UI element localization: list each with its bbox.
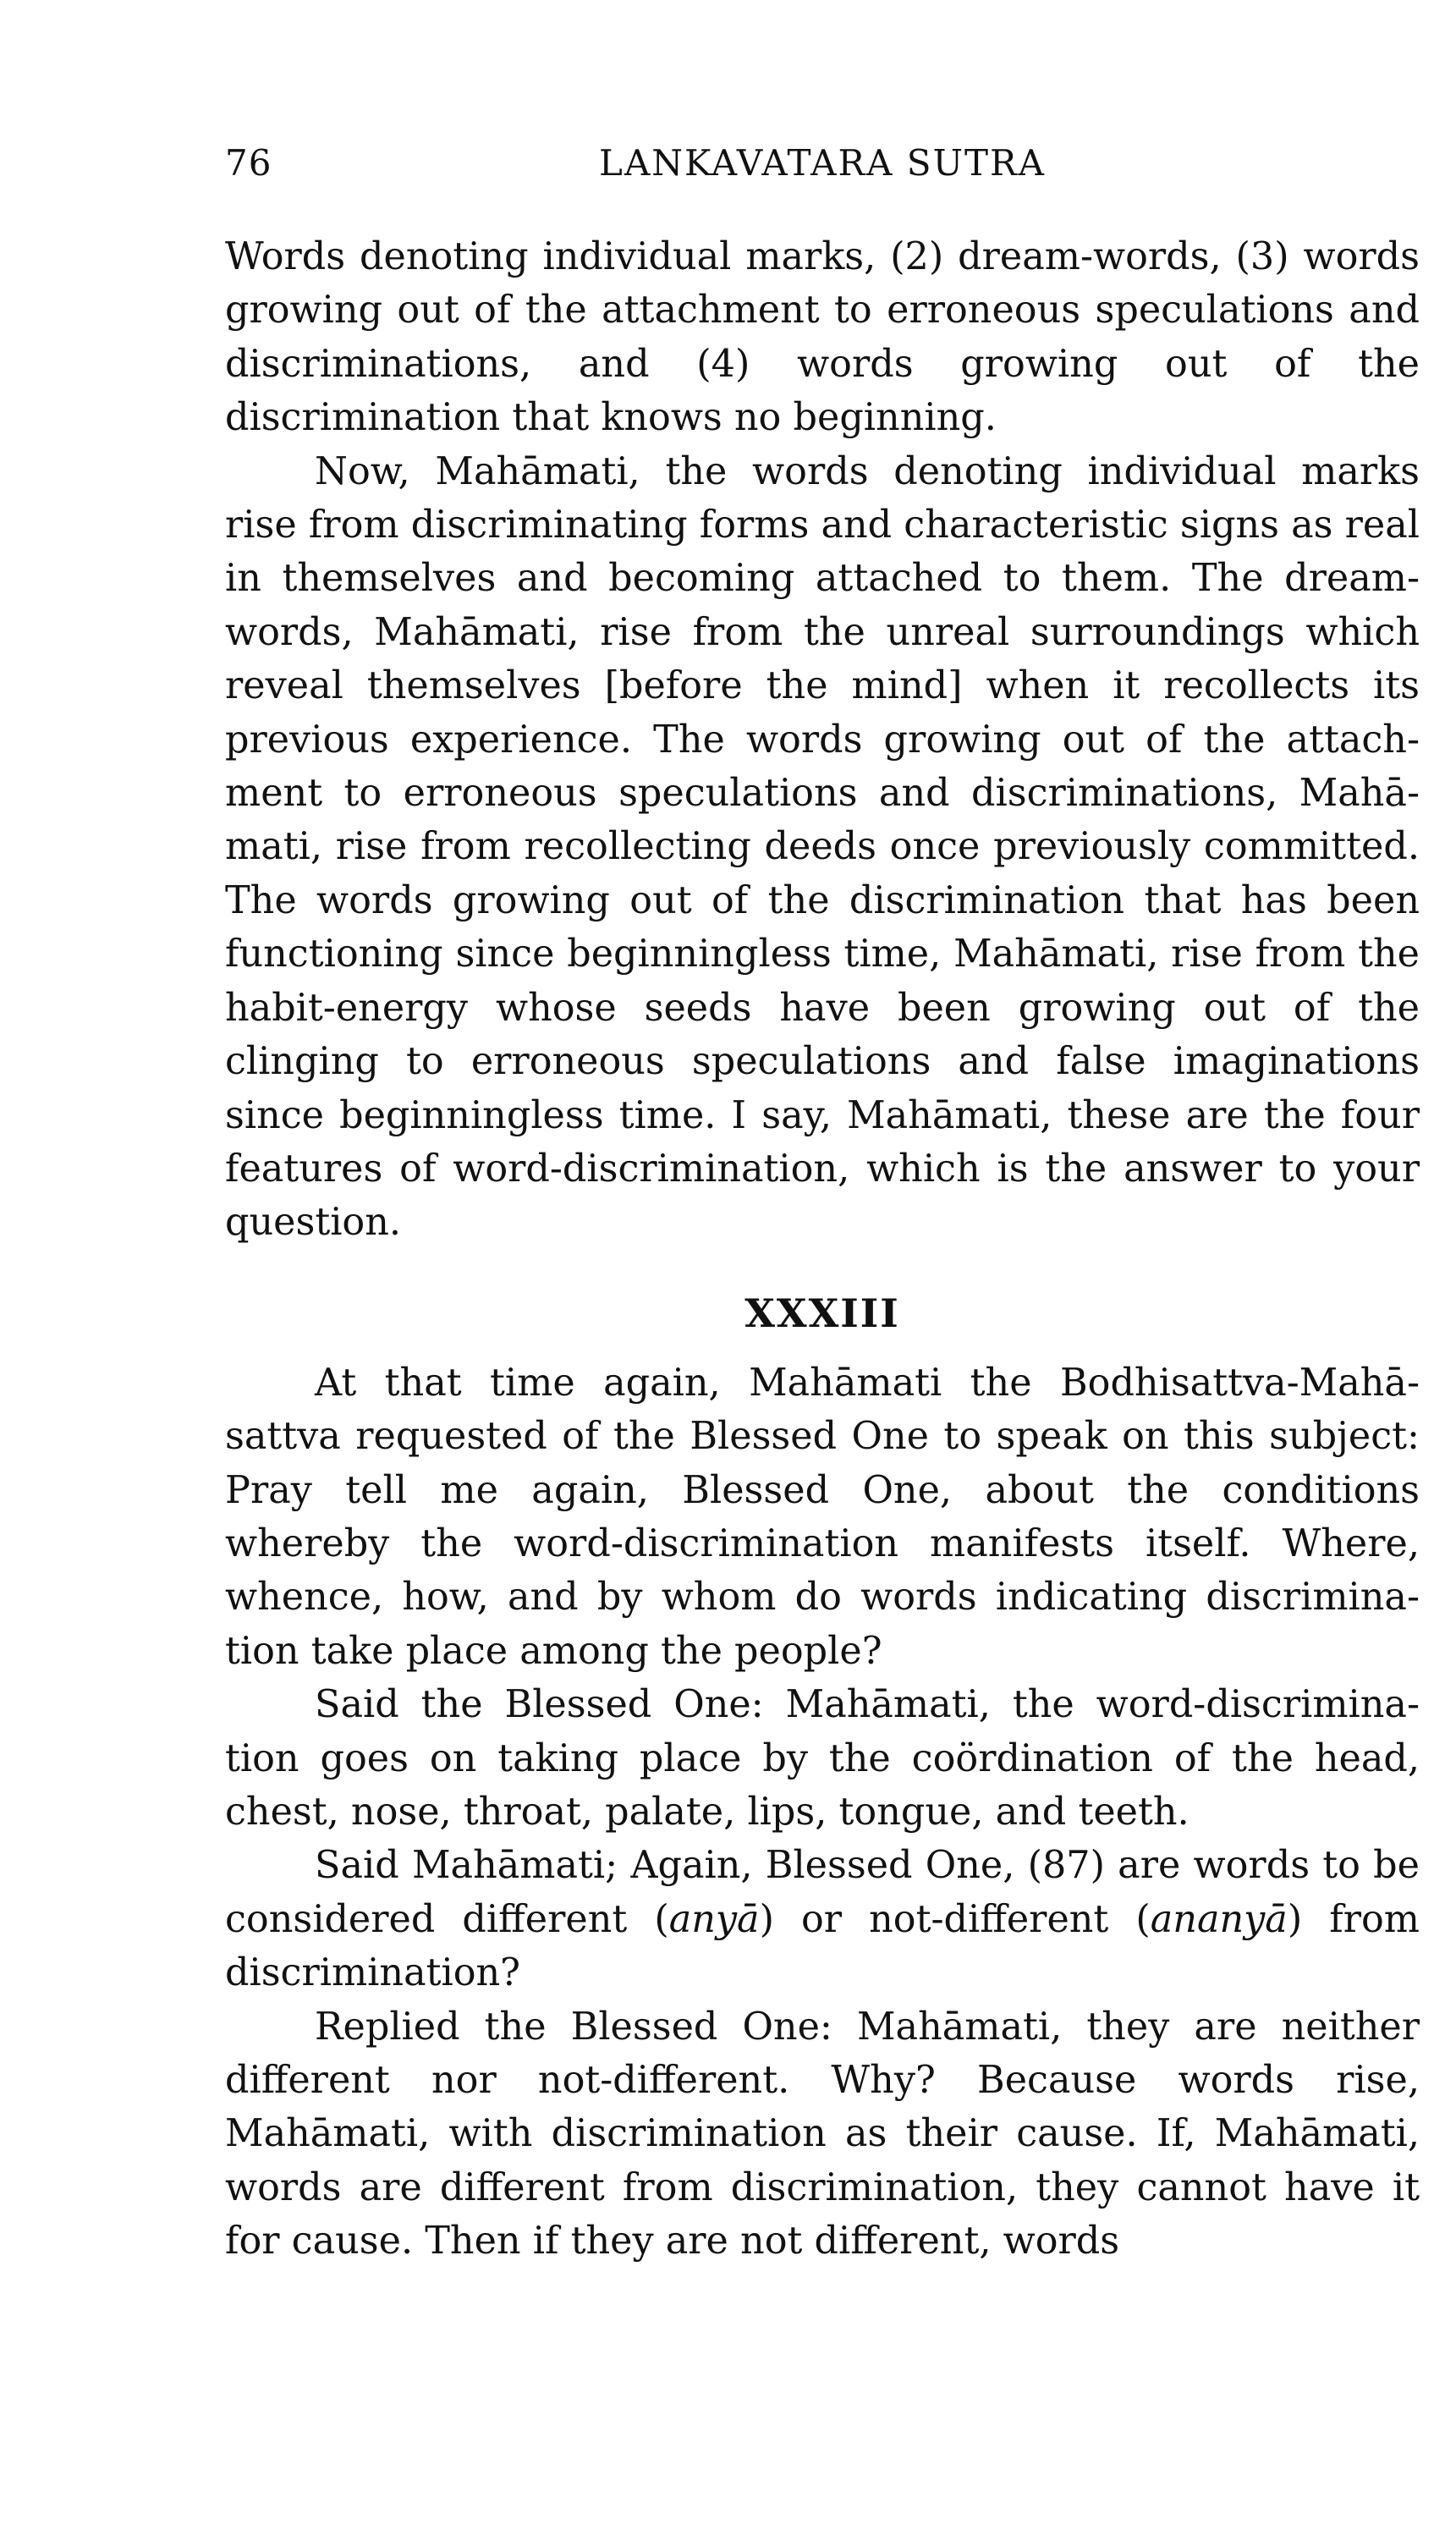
paragraph-word-kinds: Words denoting individual marks, (2) dream-words, (3) words growing out of the attachment to erroneous speculations and discriminations, and (4) words growing out of the discrimination that knows no beginning.	[225, 235, 1420, 440]
running-title: LANKAVATARA SUTRA	[599, 142, 1046, 184]
page-header	[225, 142, 1420, 190]
paragraph-blessed-one-answer: Said the Blessed One: Mahāmati, the word-discrimination goes on taking place by the coördination of the head, chest, nose, throat, palate, lips, tongue, and teeth.	[225, 1683, 1420, 1834]
paragraph-mahamati-request: At that time again, Mahāmati the Bodhisattva-Mahāsattva requested of the Blessed One to speak on this subject: Pray tell me again, Blessed One, about the conditions whereby the word-discrimination manifests itself. Where, whence, how, and by whom do words indicating discrimination take place among the people?	[225, 1361, 1420, 1673]
section-heading: XXXIII	[744, 1290, 900, 1336]
page-number: 76	[225, 142, 272, 184]
body-text	[225, 230, 1420, 2269]
question-text-end: ) from discrimination?	[225, 1897, 1420, 1995]
question-text-start: Said Mahāmati; Again, Blessed One, (87) are words to be considered different (	[225, 1844, 1420, 1941]
term-anya: anyā	[668, 1897, 760, 1941]
question-text-middle: ) or not-different (	[759, 1897, 1151, 1941]
paragraph-mahamati-question	[225, 1839, 1420, 2000]
paragraph-blessed-one-reply: Replied the Blessed One: Mahāmati, they are neither different nor not-different. Why? Because words rise, Mahāmati, with discrimination as their cause. If, Mahāmati, words are different from discrimination, they cannot have it for cause. Then if they are not different, words	[225, 2005, 1420, 2264]
term-ananya: ananyā	[1150, 1897, 1288, 1941]
paragraph-word-origins: Now, Mahāmati, the words denoting individual marks rise from discriminating forms and characteristic signs as real in themselves and becoming attached to them. The dreamwords, Mahāmati, rise from the unreal surroundings which reveal themselves [before the mind] when it recollects its previous experience. The words growing out of the attachment to erroneous speculations and discriminations, Mahāmati, rise from recollecting deeds once previously committed. The words growing out of the discrimination that has been functioning since beginningless time, Mahāmati, rise from the habit-energy whose seeds have been growing out of the clinging to erroneous speculations and false imaginations since beginningless time. I say, Mahāmati, these are the four features of word-discrimination, which is the answer to your question.	[225, 449, 1420, 1245]
